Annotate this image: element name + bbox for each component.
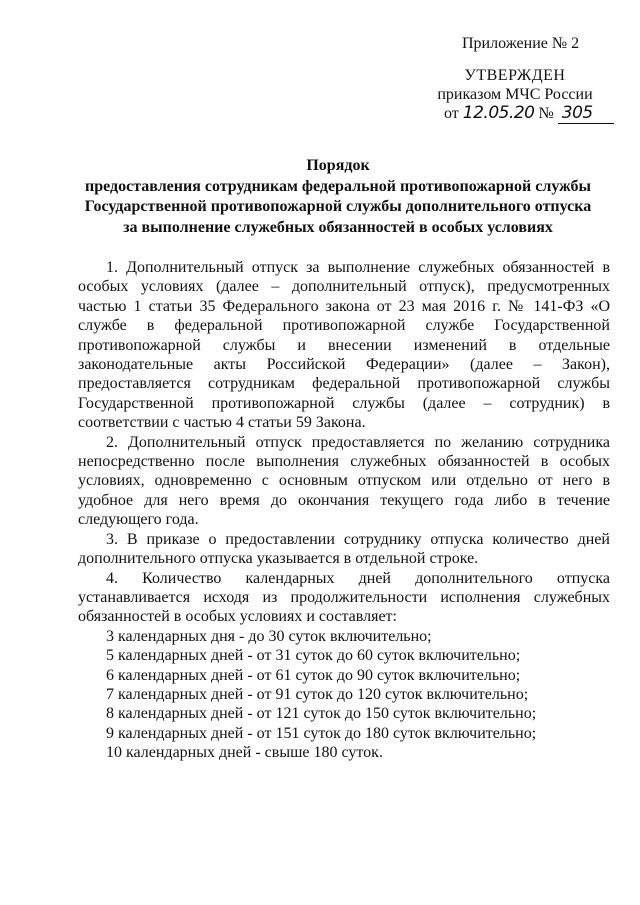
list-item: 6 календарных дней - от 61 суток до 90 суток включительно; [106,666,521,684]
title-main: Порядок [306,157,370,174]
document-body [78,258,610,763]
leave-days-list [78,627,610,763]
list-item: 10 календарных дней - свыше 180 суток. [106,744,383,762]
document-title [78,156,598,238]
approval-date-line [430,104,600,124]
annex-label: Приложение № 2 [462,35,580,52]
list-item: 9 календарных дней - от 151 суток до 180 суток включительно; [106,724,537,742]
handwritten-number: 305 [558,104,614,124]
paragraph-3: 3. В приказе о предоставлении сотруднику отпуска количество дней дополнительного отпуска указывается в отдельной строке. [78,530,610,568]
list-item: 7 календарных дней - от 91 суток до 120 суток включительно; [106,685,529,703]
list-item: 8 календарных дней - от 121 суток до 150 суток включительно; [106,705,537,723]
paragraph-2: 2. Дополнительный отпуск предоставляется по желанию сотрудника непосредственно после выполнения служебных обязанностей в особых условиях, одновременно с основным отпуском или отдельно от него в удобное для него время до окончания текущего года либо в течение следующего года. [78,433,610,529]
number-prefix: № [538,105,554,122]
paragraph-1: 1. Дополнительный отпуск за выполнение служебных обязанностей в особых условиях (далее – дополнительный отпуск), предусмотренных частью 1 статьи 35 Федерального закона от 23 мая 2016 г. № 141-ФЗ «О службе в федеральной противопожарной службе Государственной противопожарной службы и внесении изменений в отдельные законодательные акты Российской Федерации» (далее – Закон), предоставляется сотрудникам федеральной противопожарной службы Государственной противопожарной службы (далее – сотрудник) в соответствии с частью 4 статьи 59 Закона. [78,259,610,432]
title-subtitle: предоставления сотрудникам федеральной противопожарной службы Государственной противопожарной службы дополнительного отпуска за выполнение служебных обязанностей в особых условиях [84,177,592,236]
approved-heading: УТВЕРЖДЕН [464,67,566,84]
list-item: 5 календарных дней - от 31 суток до 60 суток включительно; [106,647,521,665]
paragraph-4: 4. Количество календарных дней дополнительного отпуска устанавливается исходя из продолжительности исполнения служебных обязанностей в особых условиях и составляет: [78,569,610,626]
date-prefix: от [444,105,459,122]
handwritten-date: 12.05.20 [462,103,535,123]
list-item: 3 календарных дня - до 30 суток включительно; [106,627,432,645]
approval-stamp [430,66,600,124]
approved-order: приказом МЧС России [437,86,593,103]
